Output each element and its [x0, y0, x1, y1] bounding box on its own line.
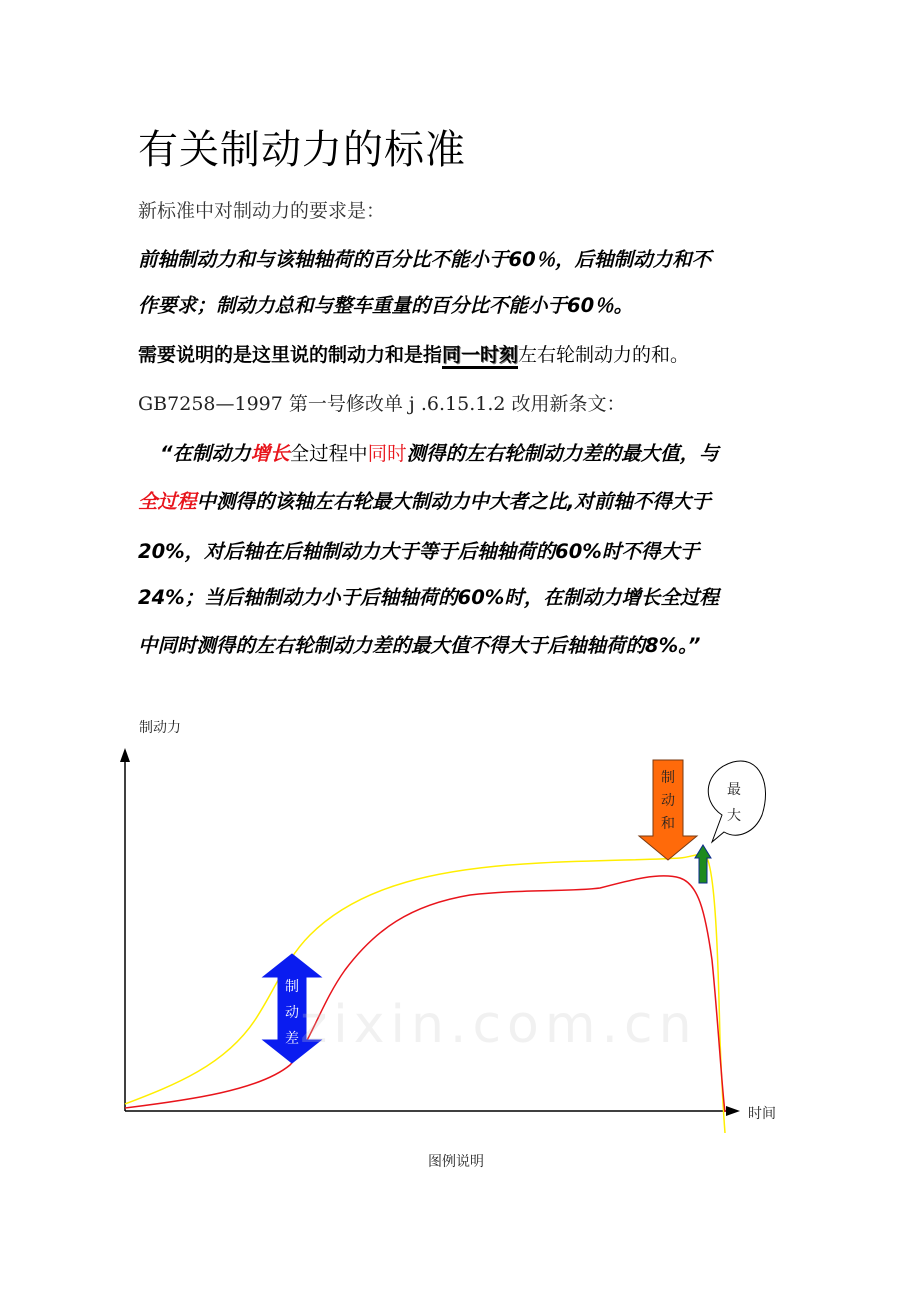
brake-sum-curve — [125, 854, 725, 1133]
x-axis-label: 时间 — [748, 1106, 776, 1122]
figure-caption: 图例说明 — [428, 1154, 484, 1170]
sum-label-char: 制 — [661, 770, 675, 786]
y-axis-arrowhead — [120, 748, 130, 762]
sum-label-char: 和 — [661, 816, 675, 832]
intro-text: 新标准中对制动力的要求是： — [138, 200, 386, 222]
quote-red-text: 全过程 — [138, 490, 197, 513]
max-label — [726, 777, 742, 829]
gb-standard-line: GB7258—1997 第一号修改单 j .6.15.1.2 改用新条文： — [138, 393, 626, 415]
quote-text: 测得的左右轮制动力差的最大值，与 — [406, 442, 719, 465]
quote-line-4: 24%；当后轴制动力小于后轴轴荷的60%时，在制动力增长全过程 — [138, 586, 719, 609]
quote-line-2 — [138, 486, 711, 514]
max-label-char: 大 — [727, 808, 741, 824]
quote-text: 全过程中 — [289, 442, 368, 465]
note-after: 左右轮制动力的和。 — [518, 344, 690, 366]
note-paragraph — [138, 340, 689, 367]
quote-red-text: 同时 — [367, 442, 407, 465]
brake-sum-label — [660, 767, 676, 836]
brake-difference-label — [284, 974, 300, 1052]
quote-text: 中测得的该轴左右轮最大制动力中大者之比,对前轴不得大于 — [196, 490, 711, 513]
max-label-char: 最 — [727, 782, 741, 798]
quote-line-3: 20%，对后轴在后轴制动力大于等于后轴轴荷的60%时不得大于 — [138, 540, 700, 563]
requirement-line-1: 前轴制动力和与该轴轴荷的百分比不能小于60％，后轴制动力和不 — [138, 248, 712, 271]
brake-force-curve — [125, 876, 725, 1112]
requirement-line-2: 作要求；制动力总和与整车重量的百分比不能小于60％。 — [138, 294, 634, 317]
quote-line-1 — [160, 438, 719, 466]
x-axis-arrowhead — [726, 1106, 740, 1116]
page-title: 有关制动力的标准 — [138, 127, 466, 173]
sum-label-char: 动 — [661, 793, 675, 809]
braking-force-diagram — [0, 700, 920, 1160]
diff-label-char: 制 — [285, 979, 299, 995]
quote-red-text: 增长 — [250, 442, 290, 465]
watermark: zixin.com.cn — [300, 995, 698, 1055]
quote-text: “在制动力 — [160, 442, 251, 465]
note-before: 需要说明的是这里说的制动力和是指 — [138, 344, 443, 366]
y-axis-label: 制动力 — [139, 720, 181, 736]
note-highlight: 同一时刻 — [442, 344, 518, 369]
diff-label-char: 差 — [285, 1031, 299, 1047]
quote-line-5: 中同时测得的左右轮制动力差的最大值不得大于后轴轴荷的8%。” — [138, 634, 701, 657]
diff-label-char: 动 — [285, 1005, 299, 1021]
